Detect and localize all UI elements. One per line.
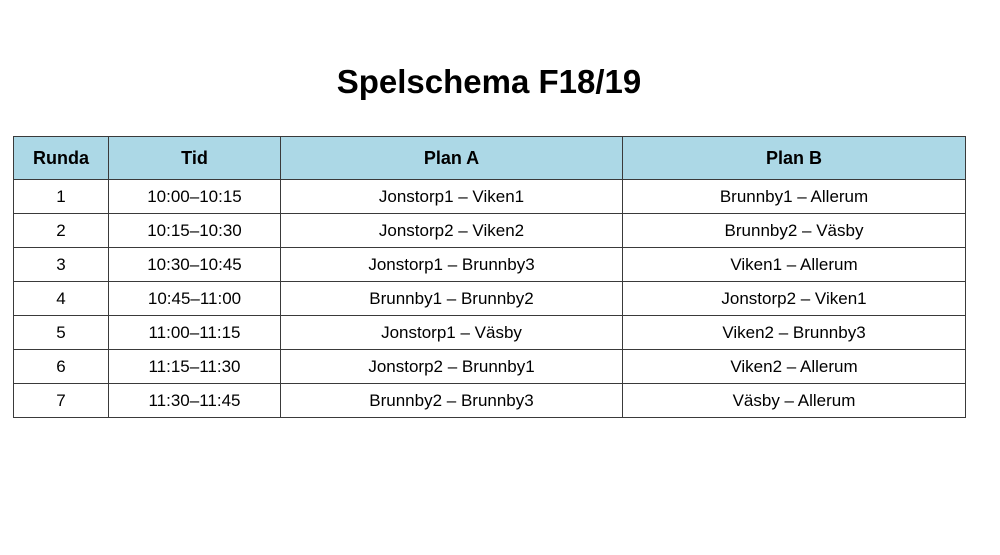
- cell-plan-a: Jonstorp2 – Viken2: [281, 214, 623, 248]
- table-row: [14, 214, 966, 248]
- cell-plan-a: Brunnby1 – Brunnby2: [281, 282, 623, 316]
- header-tid: Tid: [109, 137, 281, 180]
- cell-plan-a: Jonstorp1 – Viken1: [281, 180, 623, 214]
- table-row: [14, 180, 966, 214]
- cell-plan-b: Brunnby1 – Allerum: [623, 180, 966, 214]
- cell-tid: 10:15–10:30: [109, 214, 281, 248]
- cell-tid: 11:00–11:15: [109, 316, 281, 350]
- cell-runda: 6: [14, 350, 109, 384]
- cell-tid: 10:45–11:00: [109, 282, 281, 316]
- table-row: [14, 248, 966, 282]
- table-header-row: [14, 137, 966, 180]
- cell-plan-b: Jonstorp2 – Viken1: [623, 282, 966, 316]
- header-runda: Runda: [14, 137, 109, 180]
- cell-plan-b: Viken2 – Brunnby3: [623, 316, 966, 350]
- cell-plan-a: Jonstorp1 – Väsby: [281, 316, 623, 350]
- cell-plan-b: Väsby – Allerum: [623, 384, 966, 418]
- schedule-table: [13, 136, 966, 418]
- cell-tid: 11:30–11:45: [109, 384, 281, 418]
- cell-runda: 4: [14, 282, 109, 316]
- cell-plan-b: Viken2 – Allerum: [623, 350, 966, 384]
- table-row: [14, 282, 966, 316]
- cell-plan-b: Viken1 – Allerum: [623, 248, 966, 282]
- cell-runda: 3: [14, 248, 109, 282]
- header-plan-a: Plan A: [281, 137, 623, 180]
- cell-tid: 10:00–10:15: [109, 180, 281, 214]
- cell-plan-a: Jonstorp2 – Brunnby1: [281, 350, 623, 384]
- cell-plan-b: Brunnby2 – Väsby: [623, 214, 966, 248]
- cell-tid: 11:15–11:30: [109, 350, 281, 384]
- cell-tid: 10:30–10:45: [109, 248, 281, 282]
- cell-runda: 2: [14, 214, 109, 248]
- page-title: Spelschema F18/19: [336, 63, 642, 100]
- table-row: [14, 316, 966, 350]
- header-plan-b: Plan B: [623, 137, 966, 180]
- table-row: [14, 384, 966, 418]
- cell-runda: 1: [14, 180, 109, 214]
- cell-plan-a: Brunnby2 – Brunnby3: [281, 384, 623, 418]
- cell-plan-a: Jonstorp1 – Brunnby3: [281, 248, 623, 282]
- table-row: [14, 350, 966, 384]
- cell-runda: 5: [14, 316, 109, 350]
- cell-runda: 7: [14, 384, 109, 418]
